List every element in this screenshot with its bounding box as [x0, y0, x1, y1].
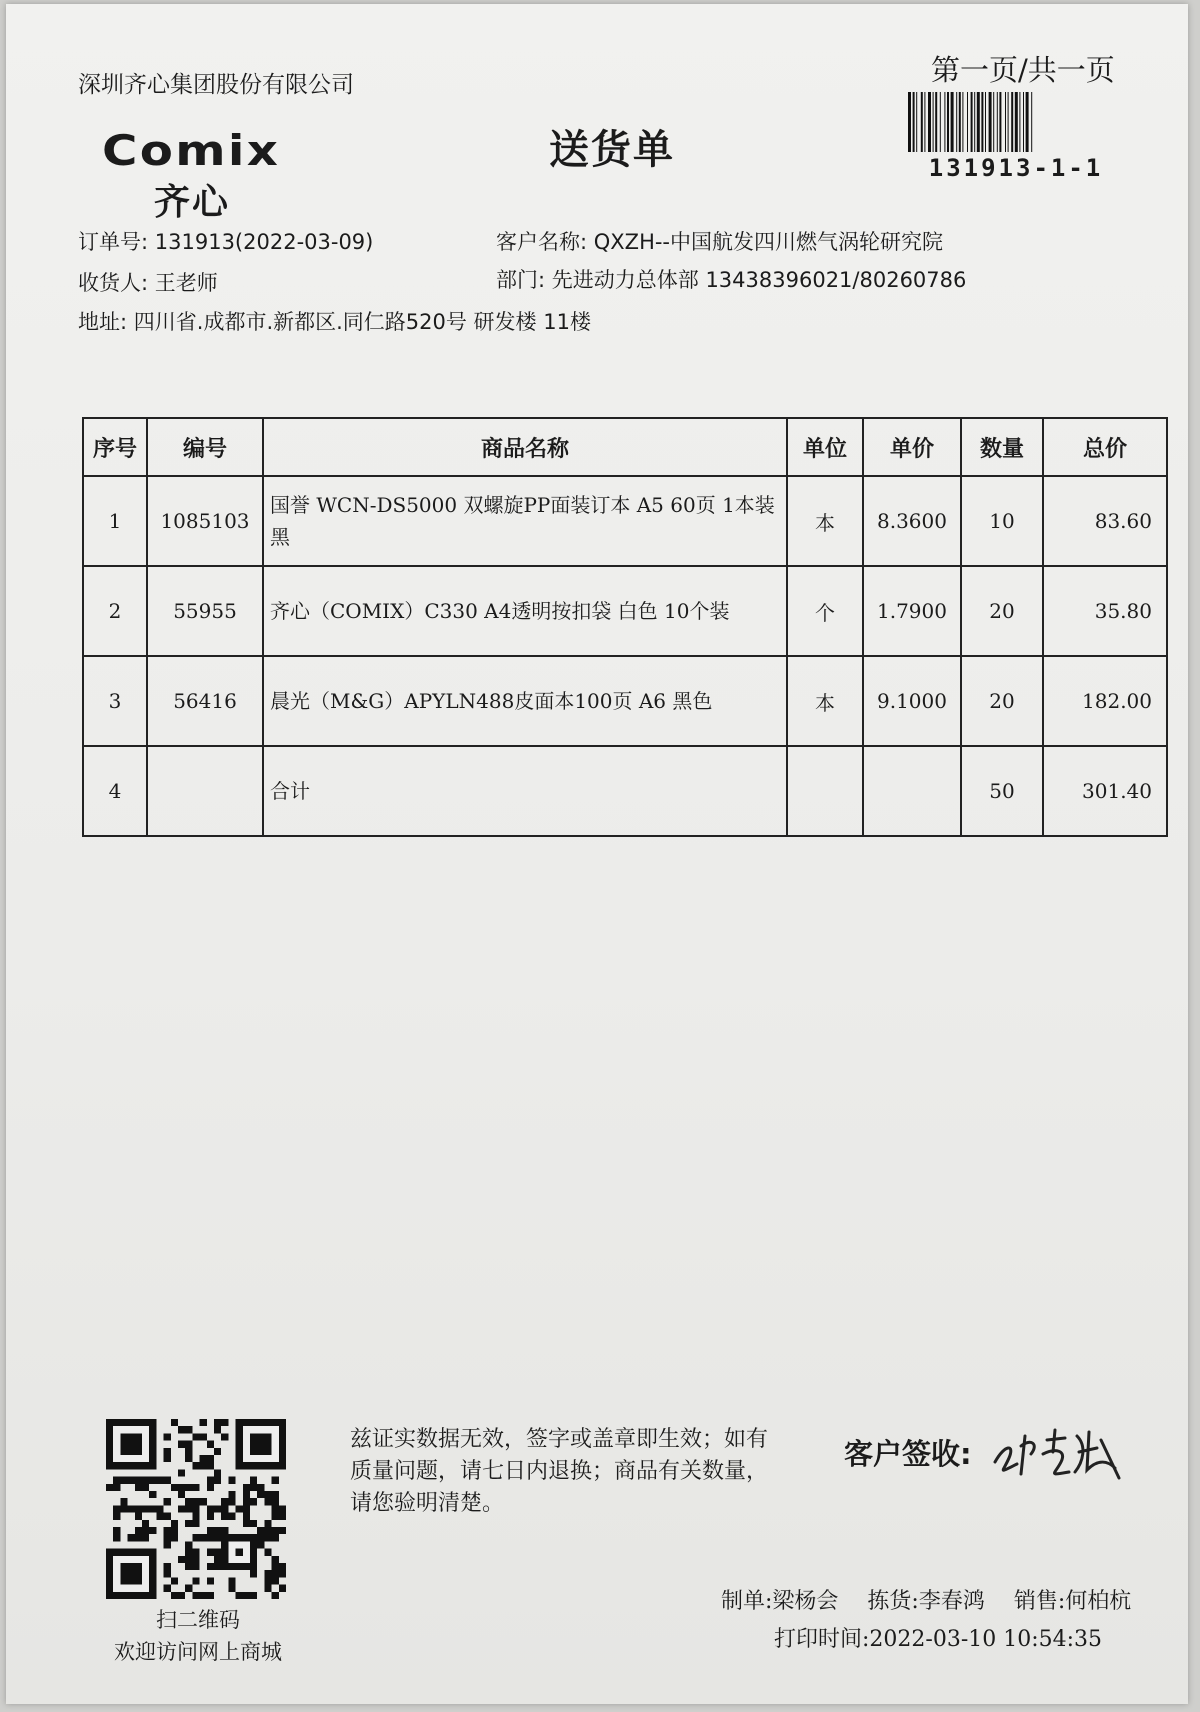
cell-unit: 本 — [787, 656, 863, 746]
cell-total: 182.00 — [1043, 656, 1167, 746]
cell-quantity: 10 — [961, 476, 1043, 566]
cell-unit-price: 8.3600 — [863, 476, 961, 566]
staff-line — [721, 1584, 1131, 1615]
cell-product-name: 齐心（COMIX）C330 A4透明按扣袋 白色 10个装 — [263, 566, 787, 656]
order-value: 131913(2022-03-09) — [154, 230, 374, 254]
cell-unit: 个 — [787, 566, 863, 656]
cell-unit: 本 — [787, 476, 863, 566]
cell-product-name: 晨光（M&G）APYLN488皮面本100页 A6 黑色 — [263, 656, 787, 746]
cell-total: 83.60 — [1043, 476, 1167, 566]
qr-code-image — [106, 1419, 286, 1599]
logo-text-cn: 齐心 — [154, 182, 231, 223]
cell-seq: 2 — [83, 566, 147, 656]
cell-total-quantity: 50 — [961, 746, 1043, 836]
document-title: 送货单 — [549, 127, 675, 173]
dept-value: 先进动力总体部 13438396021/80260786 — [551, 268, 967, 292]
col-header-seq: 序号 — [83, 418, 147, 476]
cell-seq: 1 — [83, 476, 147, 566]
table-row — [83, 476, 1167, 566]
notice-text: 兹证实数据无效，签字或盖章即生效；如有质量问题，请七日内退换；商品有关数量，请您验明清楚。 — [350, 1427, 769, 1516]
items-table — [82, 417, 1168, 837]
cell-product-name: 国誉 WCN-DS5000 双螺旋PP面装订本 A5 60页 1本装 黑 — [263, 476, 787, 566]
receiver-value: 王老师 — [154, 271, 218, 295]
col-header-price: 单价 — [863, 418, 961, 476]
qr-caption-scan: 扫二维码 — [156, 1608, 240, 1632]
customer-signature-label: 客户签收: — [844, 1437, 972, 1471]
order-label: 订单号: — [78, 230, 149, 254]
table-row-total — [83, 746, 1167, 836]
col-header-unit: 单位 — [787, 418, 863, 476]
cell-quantity: 20 — [961, 566, 1043, 656]
cell-code: 55955 — [147, 566, 263, 656]
col-header-qty: 数量 — [961, 418, 1043, 476]
cell-unit-price: 1.7900 — [863, 566, 961, 656]
table-row — [83, 656, 1167, 746]
cell-code — [147, 746, 263, 836]
logo-text-en: Comix — [102, 126, 281, 175]
order-number — [78, 226, 373, 256]
address — [78, 306, 591, 336]
qr-caption — [98, 1604, 298, 1668]
col-header-code: 编号 — [147, 418, 263, 476]
cell-unit — [787, 746, 863, 836]
cell-code: 56416 — [147, 656, 263, 746]
page-indicator: 第一页/共一页 — [931, 53, 1115, 87]
cell-total-label: 合计 — [263, 746, 787, 836]
table-header-row — [83, 418, 1167, 476]
cell-unit-price — [863, 746, 961, 836]
cell-code: 1085103 — [147, 476, 263, 566]
comix-logo — [102, 126, 332, 223]
address-value: 四川省.成都市.新都区.同仁路520号 研发楼 11楼 — [133, 310, 591, 334]
cell-seq: 4 — [83, 746, 147, 836]
customer-value: QXZH--中国航发四川燃气涡轮研究院 — [593, 230, 944, 254]
table-row — [83, 566, 1167, 656]
barcode-number: 131913-1-1 — [928, 154, 1104, 182]
company-name: 深圳齐心集团股份有限公司 — [78, 72, 354, 98]
department — [496, 264, 966, 294]
picker: 拣货:李春鸿 — [867, 1589, 985, 1614]
col-header-name: 商品名称 — [263, 418, 787, 476]
cell-seq: 3 — [83, 656, 147, 746]
cell-unit-price: 9.1000 — [863, 656, 961, 746]
cell-total: 35.80 — [1043, 566, 1167, 656]
barcode-image — [908, 92, 1124, 152]
cell-quantity: 20 — [961, 656, 1043, 746]
receiver — [78, 267, 218, 297]
delivery-note-paper — [6, 4, 1188, 1704]
col-header-total: 总价 — [1043, 418, 1167, 476]
cell-grand-total: 301.40 — [1043, 746, 1167, 836]
customer-label: 客户名称: — [496, 230, 588, 254]
receiver-label: 收货人: — [78, 271, 149, 295]
maker: 制单:梁杨会 — [721, 1589, 839, 1614]
qr-caption-welcome: 欢迎访问网上商城 — [114, 1640, 282, 1664]
dept-label: 部门: — [496, 268, 546, 292]
handwritten-signature — [991, 1422, 1131, 1482]
address-label: 地址: — [78, 310, 128, 334]
salesperson: 销售:何柏杭 — [1013, 1589, 1132, 1614]
print-time: 打印时间:2022-03-10 10:54:35 — [774, 1627, 1103, 1652]
customer-name — [496, 226, 943, 256]
